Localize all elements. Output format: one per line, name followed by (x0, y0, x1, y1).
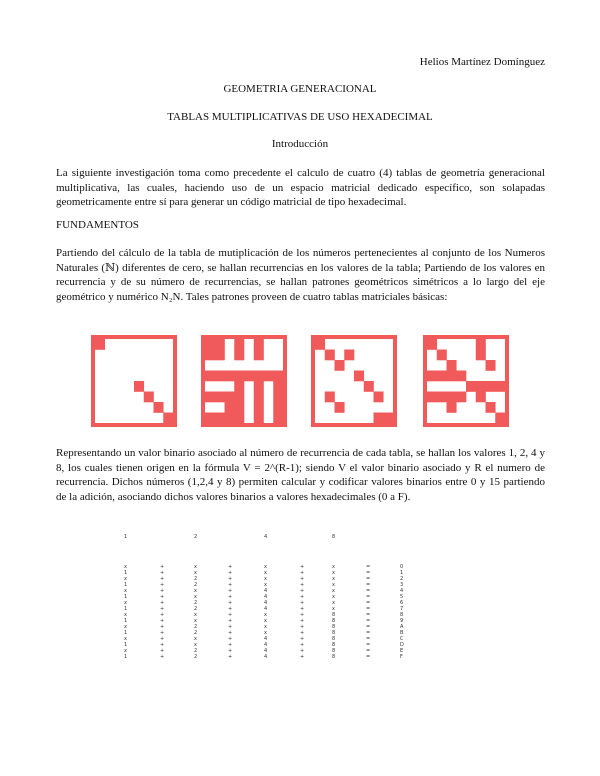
hex-table-cell: x (332, 564, 335, 570)
tabla-4-cell (437, 371, 447, 382)
tabla-1-cell (154, 402, 164, 413)
hex-table-cell: D (400, 642, 404, 648)
hex-table-cell: 8 (332, 630, 336, 636)
tabla-2-cell (244, 371, 254, 382)
hex-table-cell: x (124, 636, 127, 642)
tabla-2-cell (254, 402, 264, 413)
tabla-4-cell (486, 360, 496, 371)
hex-table-column (400, 534, 404, 660)
hex-table-cell: = (366, 642, 371, 648)
tabla-1-cell (134, 381, 144, 392)
section-fundamentos-heading: FUNDAMENTOS (56, 219, 139, 231)
hex-table-cell: x (194, 618, 197, 624)
hex-table-cell: + (160, 570, 165, 576)
hex-table-cell: 8 (332, 612, 336, 618)
tabla-1-cell (95, 339, 105, 350)
tabla-3-cell (335, 402, 345, 413)
hex-table-cell: 1 (124, 630, 128, 636)
hex-table-cell: x (194, 570, 197, 576)
tabla-3-cell (374, 392, 384, 403)
tabla-2-cell (234, 339, 244, 350)
hex-table-cell: x (332, 588, 335, 594)
hex-table-cell: + (300, 630, 305, 636)
hex-table-cell: + (300, 564, 305, 570)
hex-table-cell: + (160, 612, 165, 618)
hex-table-header: 4 (264, 534, 268, 540)
hex-table-cell: + (228, 594, 233, 600)
hex-table-cell: x (124, 564, 127, 570)
hex-table-cell: = (366, 618, 371, 624)
tabla-2-cell (273, 381, 283, 392)
hex-table-cell: x (264, 582, 267, 588)
hex-table-cell: + (228, 588, 233, 594)
hex-table-cell: 1 (124, 594, 128, 600)
hex-table-cell: = (366, 564, 371, 570)
tabla-4-cell (427, 371, 437, 382)
hex-table-cell: + (228, 624, 233, 630)
tabla-2-cell (254, 371, 264, 382)
hex-table-cell: x (264, 624, 267, 630)
tabla-3-cell (354, 371, 364, 382)
hex-table-header: 8 (332, 534, 336, 540)
hex-table-cell: 2 (194, 624, 198, 630)
figure-tabla-1 (91, 335, 177, 427)
hex-table-cell: 9 (400, 618, 404, 624)
tabla-2-cell (254, 350, 264, 361)
tabla-4-cell (476, 381, 486, 392)
hex-table-cell: 2 (194, 630, 198, 636)
tabla-2-cell (234, 402, 244, 413)
hex-table-cell: + (228, 612, 233, 618)
hex-table-cell: 2 (194, 654, 198, 660)
tabla-2-cell (225, 402, 235, 413)
tabla-2-cell (264, 371, 274, 382)
hex-table-cell: + (300, 582, 305, 588)
hex-table-cell: 8 (332, 648, 336, 654)
hex-table-cell: 1 (124, 582, 128, 588)
hex-table-cell: + (228, 642, 233, 648)
tabla-4-cell (456, 371, 466, 382)
hex-table-cell: 4 (400, 588, 404, 594)
hex-table-cell: x (194, 564, 197, 570)
hex-table-cell: E (400, 648, 404, 654)
hex-table-cell: + (160, 618, 165, 624)
tabla-4-cell (476, 350, 486, 361)
hex-table-cell: x (194, 636, 197, 642)
tabla-4-cell (466, 381, 476, 392)
hex-table (120, 534, 420, 674)
tabla-2-cell (273, 371, 283, 382)
tabla-4-cell (447, 402, 457, 413)
hex-table-cell: A (400, 624, 404, 630)
hex-table-cell: + (228, 648, 233, 654)
hex-table-cell: + (300, 576, 305, 582)
document-subtitle: TABLAS MULTIPLICATIVAS DE USO HEXADECIMAL (167, 111, 433, 123)
hex-table-cell: 6 (400, 600, 404, 606)
hex-table-cell: B (400, 630, 404, 636)
hex-table-cell: 8 (332, 618, 336, 624)
figure-tabla-4 (423, 335, 509, 427)
hex-table-cell: x (194, 594, 197, 600)
hex-table-cell: + (228, 630, 233, 636)
hex-table-cell: + (300, 612, 305, 618)
hex-table-cell: + (160, 594, 165, 600)
tabla-2-cell (234, 392, 244, 403)
hex-table-cell: = (366, 606, 371, 612)
hex-table-cell: 4 (264, 642, 268, 648)
hex-table-cell: x (264, 618, 267, 624)
tabla-2-cell (234, 371, 244, 382)
hex-table-cell: 0 (400, 564, 404, 570)
hex-table-cell: + (300, 654, 305, 660)
tabla-4-cell (486, 402, 496, 413)
hex-table-cell: 4 (264, 588, 268, 594)
hex-table-cell: + (228, 600, 233, 606)
hex-table-cell: 1 (124, 606, 128, 612)
hex-table-cell: x (332, 594, 335, 600)
hex-table-cell: x (332, 600, 335, 606)
hex-table-cell: + (160, 630, 165, 636)
hex-table-cell: 1 (400, 570, 404, 576)
tabla-2-cell (254, 339, 264, 350)
hex-table-cell: = (366, 576, 371, 582)
tabla-2-cell (215, 392, 225, 403)
tabla-2-cell (254, 392, 264, 403)
hex-table-cell: x (332, 606, 335, 612)
hex-table-cell: + (160, 600, 165, 606)
hex-table-cell: x (332, 570, 335, 576)
hex-table-cell: + (300, 636, 305, 642)
hex-table-cell: 4 (264, 594, 268, 600)
hex-table-header (300, 534, 304, 564)
hex-table-cell: + (160, 648, 165, 654)
tabla-2-cell (215, 339, 225, 350)
hex-table-cell: 2 (194, 606, 198, 612)
hex-table-cell: + (160, 654, 165, 660)
hex-table-cell: = (366, 570, 371, 576)
tabla-4-cell (486, 381, 496, 392)
hex-table-column (300, 534, 304, 660)
hex-table-cell: + (300, 648, 305, 654)
hex-table-cell: x (194, 588, 197, 594)
tabla-3-cell (383, 413, 393, 424)
hex-table-header (228, 534, 232, 564)
hex-table-cell: 4 (264, 654, 268, 660)
tabla-3-cell (344, 350, 354, 361)
hex-table-cell: + (228, 618, 233, 624)
hex-table-cell: C (400, 636, 404, 642)
intro-paragraph: La siguiente investigación toma como precedente el calculo de cuatro (4) tablas de geometría generacional multiplicativa, las cuales, haciendo uso de un espacio matricial dedicado específico, son solapadas geometricamente entre sí para generar un código matricial de tipo hexadecimal. (56, 167, 545, 208)
tabla-4-cell (456, 392, 466, 403)
hex-table-cell: x (194, 612, 197, 618)
hex-table-cell: x (124, 588, 127, 594)
hex-table-header: 2 (194, 534, 198, 540)
tabla-3-cell (364, 381, 374, 392)
hex-table-cell: = (366, 654, 371, 660)
hex-table-cell: 8 (332, 636, 336, 642)
hex-table-column (194, 534, 197, 660)
tabla-4-cell (476, 339, 486, 350)
tabla-2-cell (273, 402, 283, 413)
hex-table-cell: x (264, 564, 267, 570)
tabla-2-cell (205, 339, 215, 350)
hex-table-cell: x (264, 612, 267, 618)
hex-table-cell: + (300, 588, 305, 594)
tabla-2-cell (205, 413, 215, 424)
hex-table-cell: 1 (124, 642, 128, 648)
hex-table-cell: 8 (400, 612, 404, 618)
hex-table-cell: + (300, 624, 305, 630)
hex-table-cell: 4 (264, 648, 268, 654)
author-name: Helios Martínez Domínguez (419, 56, 545, 68)
hex-table-cell: 4 (264, 636, 268, 642)
tabla-2-cell (215, 371, 225, 382)
hex-table-cell: = (366, 582, 371, 588)
hex-table-header (160, 534, 164, 564)
hex-table-cell: 2 (194, 600, 198, 606)
hex-table-cell: + (300, 594, 305, 600)
hex-table-header: 1 (124, 534, 128, 540)
tabla-3-cell (325, 350, 335, 361)
hex-table-cell: + (228, 606, 233, 612)
hex-table-cell: + (160, 636, 165, 642)
tabla-3-cell (315, 339, 325, 350)
tabla-3-cell (325, 392, 335, 403)
tabla-2-cell (205, 371, 215, 382)
hex-table-cell: + (160, 588, 165, 594)
hex-table-cell: F (400, 654, 403, 660)
tabla-4-cell (447, 360, 457, 371)
hex-table-column (124, 534, 127, 660)
document-title: GEOMETRIA GENERACIONAL (223, 83, 377, 95)
fundamentos-paragraph: Partiendo del cálculo de la tabla de mutiplicación de los números pertenecientes al conjunto de los Numeros Naturales (ℕ) diferentes de cero, se hallan recurrencias en los valores de la tabla; Partiendo de los valores en recurrencia y de su número de recurrencias, se hallan patrones geométricos simétricos a lo largo del eje geométrico y numérico N₂N. Tales patrones proveen de cuatro tablas matriciales básicas: (56, 247, 545, 303)
hex-table-cell: 2 (194, 582, 198, 588)
hex-table-column (366, 534, 370, 660)
hex-table-cell: + (160, 642, 165, 648)
tabla-2-cell (254, 381, 264, 392)
tabla-2-cell (273, 413, 283, 424)
tabla-2-cell (234, 381, 244, 392)
tabla-3-cell (374, 413, 384, 424)
hex-table-cell: + (228, 582, 233, 588)
tabla-2-cell (254, 413, 264, 424)
tabla-2-cell (215, 413, 225, 424)
hex-table-cell: 4 (264, 600, 268, 606)
tabla-4-cell (447, 392, 457, 403)
hex-table-cell: 2 (400, 576, 404, 582)
hex-table-cell: = (366, 594, 371, 600)
tabla-2-cell (234, 413, 244, 424)
hex-table-cell: = (366, 648, 371, 654)
hex-table-cell: x (194, 642, 197, 648)
tabla-2-cell (225, 392, 235, 403)
hex-table-cell: 7 (400, 606, 404, 612)
hex-table-cell: = (366, 600, 371, 606)
hex-table-cell: 8 (332, 654, 336, 660)
hex-table-cell: x (332, 576, 335, 582)
hex-table-cell: + (300, 606, 305, 612)
tabla-4-cell (427, 339, 437, 350)
hex-table-cell: x (124, 648, 127, 654)
hex-table-cell: + (228, 654, 233, 660)
tabla-2-cell (205, 350, 215, 361)
hex-table-cell: x (124, 576, 127, 582)
hex-table-header (400, 534, 404, 564)
hex-table-cell: x (124, 624, 127, 630)
tabla-4-cell (427, 392, 437, 403)
hex-table-cell: = (366, 636, 371, 642)
hex-table-cell: 4 (264, 606, 268, 612)
tabla-4-cell (437, 392, 447, 403)
hex-table-cell: + (160, 582, 165, 588)
hex-table-cell: + (228, 576, 233, 582)
hex-table-cell: 1 (124, 654, 128, 660)
hex-table-cell: 5 (400, 594, 404, 600)
tabla-4-cell (495, 413, 505, 424)
hex-table-cell: = (366, 588, 371, 594)
hex-table-cell: + (228, 636, 233, 642)
hex-table-cell: + (300, 600, 305, 606)
tabla-4-cell (447, 371, 457, 382)
tabla-2-cell (225, 371, 235, 382)
figure-tabla-2 (201, 335, 287, 427)
hex-table-cell: + (228, 570, 233, 576)
hex-table-cell: = (366, 630, 371, 636)
tabla-2-cell (234, 350, 244, 361)
tabla-2-cell (205, 392, 215, 403)
hex-table-cell: 2 (194, 648, 198, 654)
section-intro-heading: Introducción (271, 138, 329, 150)
tabla-1-cell (144, 392, 154, 403)
hex-table-cell: + (160, 624, 165, 630)
hex-table-column (332, 534, 335, 660)
hex-table-cell: 1 (124, 618, 128, 624)
hex-table-cell: + (160, 564, 165, 570)
hex-table-cell: x (264, 630, 267, 636)
hex-table-cell: + (228, 564, 233, 570)
hex-table-cell: = (366, 612, 371, 618)
hex-table-cell: 8 (332, 642, 336, 648)
hex-table-column (160, 534, 164, 660)
hex-table-cell: + (160, 576, 165, 582)
hex-table-column (264, 534, 267, 660)
hex-table-cell: 1 (124, 570, 128, 576)
tabla-3-cell (335, 360, 345, 371)
hex-table-cell: x (124, 600, 127, 606)
hex-table-cell: 8 (332, 624, 336, 630)
hex-table-cell: x (332, 582, 335, 588)
hex-table-cell: x (264, 570, 267, 576)
tabla-2-cell (225, 413, 235, 424)
hex-table-cell: 3 (400, 582, 404, 588)
hex-table-cell: + (160, 606, 165, 612)
tabla-2-cell (215, 350, 225, 361)
hex-table-column (228, 534, 232, 660)
tabla-4-cell (476, 392, 486, 403)
hex-table-cell: + (300, 642, 305, 648)
hex-table-cell: 2 (194, 576, 198, 582)
tabla-2-cell (273, 392, 283, 403)
hex-table-cell: x (264, 576, 267, 582)
hex-table-cell: + (300, 618, 305, 624)
figure-row (91, 335, 511, 427)
hex-table-header (366, 534, 370, 564)
hex-table-cell: x (124, 612, 127, 618)
figure-tabla-3 (311, 335, 397, 427)
representation-paragraph: Representando un valor binario asociado al número de recurrencia de cada tabla, se hallan los valores 1, 2, 4 y 8, los cuales tienen origen en la fórmula V = 2^(R-1); siendo V el valor binario asociado y R el numero de recurrencia. Dichos números (1,2,4 y 8) permiten calcular y codificar valores binarios entre 0 y 15 partiendo de la adición, asociando dichos valores binarios a valores hexadecimales (0 a F). (56, 447, 545, 503)
hex-table-cell: = (366, 624, 371, 630)
hex-table-cell: + (300, 570, 305, 576)
tabla-4-cell (495, 381, 505, 392)
tabla-1-cell (163, 413, 173, 424)
tabla-4-cell (437, 350, 447, 361)
